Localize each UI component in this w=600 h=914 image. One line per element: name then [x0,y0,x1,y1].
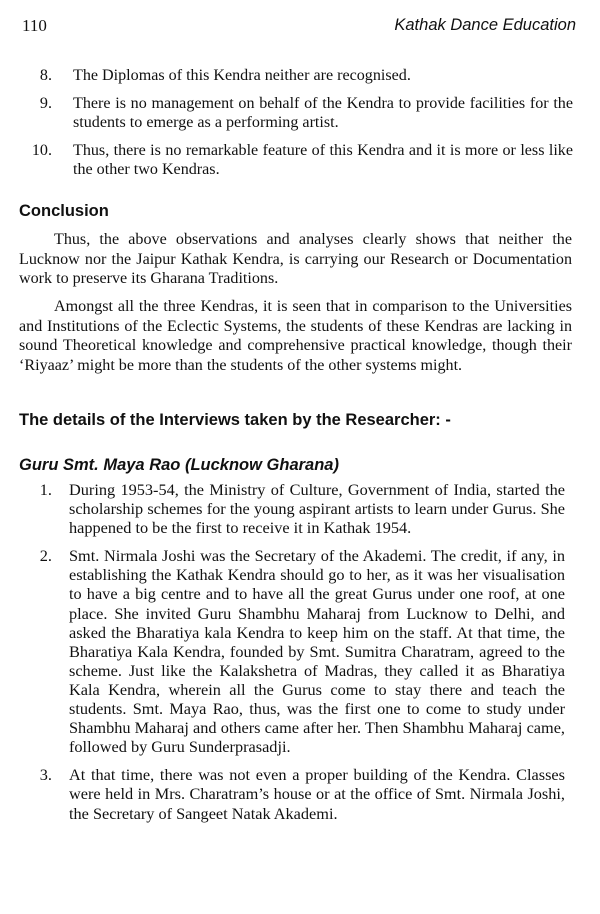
list-item-text: There is no management on behalf of the Kendra to provide facilities for the students to emerge as a performing artist. [73,94,573,132]
conclusion-paragraph: Thus, the above observations and analyses clearly shows that neither the Lucknow nor the Jaipur Kathak Kendra, is carrying our Research or Documentation work to preserve its Gharana Traditions. [19,231,572,288]
list-item [18,141,573,180]
page-number: 110 [22,16,47,35]
list-item [22,546,565,756]
conclusion-paragraph: Amongst all the three Kendras, it is seen that in comparison to the Universities and Institutions of the Eclectic Systems, the students of these Kendras are lacking in sound Theoretical knowledge and comprehensive practical knowledge, though their ‘Riyaaz’ might be more than the students of the other systems might. [19,298,572,374]
list-item-text: During 1953-54, the Ministry of Culture, Government of India, started the scholarship schemes for the young aspirant artists to learn under Gurus. She happened to be the first to receive it in Kathak 1954. [69,480,565,538]
list-item-number: 3. [39,765,52,785]
interview-list [22,480,565,823]
list-item [18,94,573,133]
list-item-number: 1. [39,480,52,499]
list-item-number: 2. [39,546,52,566]
running-title: Kathak Dance Education [394,16,576,34]
list-item [22,765,565,822]
list-item-text: Smt. Nirmala Joshi was the Secretary of the Akademi. The credit, if any, in establishing the Kathak Kendra should go to her, as it was her visualisation to have a big centre and to have all the great Gurus under one roof, at one place. She invited Guru Shambhu Maharaj from Lucknow to Delhi, and asked the Bharatiya kala Kendra to keep him on the staff. At that time, the Bharatiya Kala Kendra, founded by Smt. Sumitra Charatram, agreed to the scheme. Just like the Kalakshetra of Madras, they called it as Bharatiya Kala Kendra, wherein all the Gurus come to stay there and teach the students. Smt. Maya Rao, thus, was the first one to come to study under Shambhu Maharaj and others came after her. Then Shambhu Maharaj came, followed by Guru Sunderprasadji. [69,546,565,757]
list-item-number: 8. [39,67,52,84]
list-item-text: Thus, there is no remarkable feature of this Kendra and it is more or less like the other two Kendras. [73,141,573,179]
interviewee-subheading: Guru Smt. Maya Rao (Lucknow Gharana) [19,456,339,474]
list-item [18,66,573,86]
list-item-number: 9. [39,94,52,112]
interviews-heading: The details of the Interviews taken by the Researcher: - [19,411,451,429]
observation-list [18,66,573,180]
page-header [22,16,576,38]
list-item-number: 10. [31,141,52,159]
list-item-text: At that time, there was not even a proper building of the Kendra. Classes were held in Mrs. Charatram’s house or at the office of Smt. Nirmala Joshi, the Secretary of Sangeet Natak Akademi. [69,765,565,823]
list-item [22,480,565,537]
list-item-text: The Diplomas of this Kendra neither are recognised. [73,67,411,84]
conclusion-heading: Conclusion [19,202,109,220]
